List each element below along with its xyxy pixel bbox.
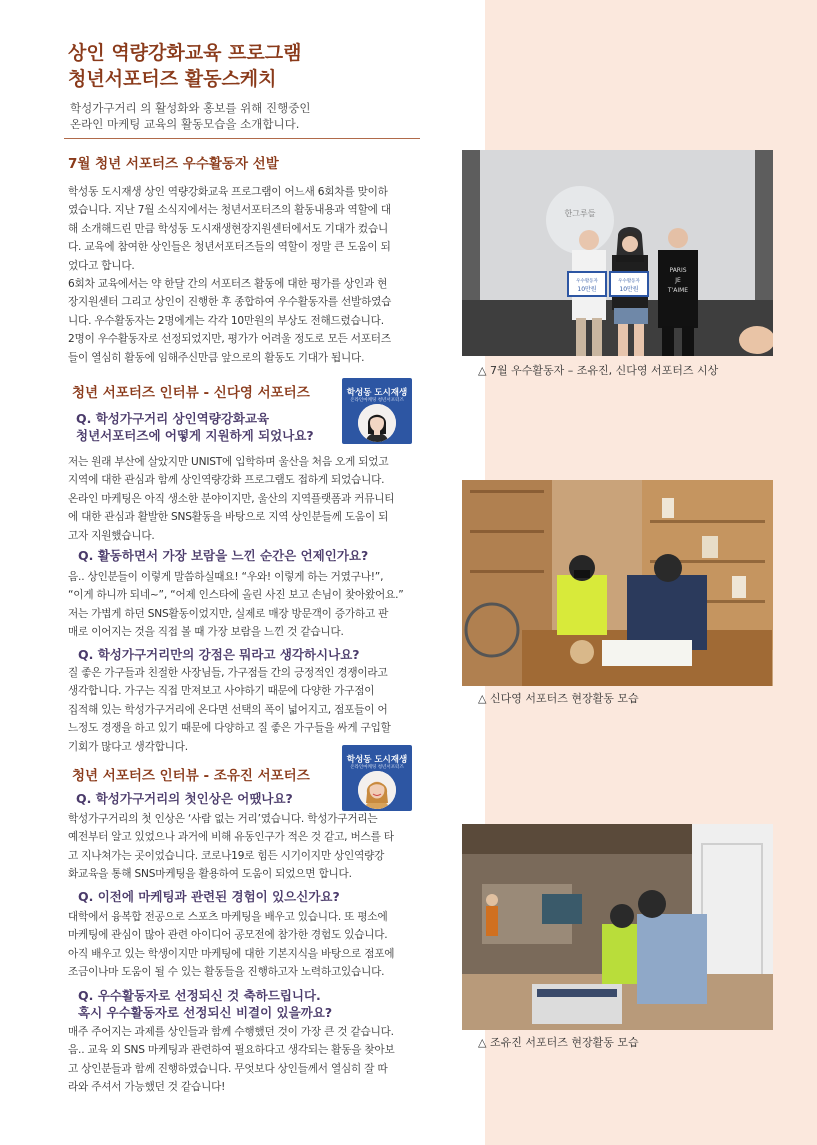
badge-subtitle: 온라인마케팅 청년서포터즈 xyxy=(350,398,404,403)
answer-line: 조금이나마 도움이 될 수 있는 활동들을 진행하고자 노력하고있습니다. xyxy=(68,966,385,979)
section1-body xyxy=(68,183,438,367)
shirt-text-1: PARIS xyxy=(669,267,687,274)
shin-answer-3 xyxy=(68,664,438,756)
cho-answer-1 xyxy=(68,810,438,884)
answer-line: 대학에서 융복합 전공으로 스포츠 마케팅을 배우고 있습니다. 또 평소에 xyxy=(68,911,388,923)
answer-line: “이게 하니까 되네~”, “어제 인스타에 올린 사진 보고 손님이 찾아왔어요.” xyxy=(68,589,404,602)
answer-line: 음.. 상인분들이 이렇게 말씀하실때요! “우와! 이렇게 하는 거였구나!”, xyxy=(68,571,384,583)
section1-line: 니다. 우수활동자는 2명에게는 각각 10만원의 부상도 전해드렸습니다. xyxy=(68,314,384,327)
shin-question-1 xyxy=(76,410,314,444)
section1-line: 6회차 교육에서는 약 한달 간의 서포터즈 활동에 대한 평가를 상인과 현 xyxy=(68,278,388,291)
shin-question-2: Q. 활동하면서 가장 보람을 느낀 순간은 언제인가요? xyxy=(78,548,369,563)
answer-line: 화교육을 통해 SNS마케팅을 활용하여 도움이 되었으면 합니다. xyxy=(68,868,352,881)
page-title xyxy=(68,40,468,92)
screen-text: 한그루들 xyxy=(564,209,596,218)
section1-line: 들이 열심히 활동에 임해주신만큼 앞으로의 활동도 기대가 됩니다. xyxy=(68,351,365,364)
answer-line: 예전부터 알고 있었으나 과거에 비해 유동인구가 적은 것 같고, 버스를 타 xyxy=(68,831,394,844)
answer-line: 저는 원래 부산에 살았지만 UNIST에 입학하며 울산을 처음 오게 되었고 xyxy=(68,456,389,468)
photo-cho-field-activity xyxy=(462,824,773,1030)
section1-line: 2명이 우수활동자로 선정되었지만, 평가가 어려울 정도로 모든 서포터즈 xyxy=(68,333,391,346)
title-line-1: 상인 역량강화교육 프로그램 xyxy=(68,42,302,64)
cho-question-2: Q. 이전에 마케팅과 관련된 경험이 있으신가요? xyxy=(78,889,340,904)
photo3-caption: △ 조유진 서포터즈 현장활동 모습 xyxy=(478,1036,639,1049)
supporter-portrait-shin xyxy=(358,404,396,442)
badge-title: 학성동 도시재생 xyxy=(346,388,408,398)
question-line: Q. 우수활동자로 선정되신 것 축하드립니다. xyxy=(78,988,321,1003)
award-ceremony-illustration xyxy=(462,150,773,356)
cho-question-3 xyxy=(78,987,332,1021)
answer-line: 마케팅에 관심이 많아 관련 아이디어 공모전에 참가한 경험도 있습니다. xyxy=(68,929,388,942)
question-line: 청년서포터즈에 어떻게 지원하게 되었나요? xyxy=(76,428,314,443)
answer-line: 집적해 있는 학성가구거리에 온다면 선택의 폭이 넓어지고, 점포들이 어 xyxy=(68,703,388,716)
badge-subtitle: 온라인마케팅 청년서포터즈 xyxy=(350,765,404,770)
portrait-illustration xyxy=(358,404,396,442)
question-line: 혹시 우수활동자로 선정되신 비결이 있을까요? xyxy=(78,1005,333,1020)
cho-answer-3 xyxy=(68,1023,438,1097)
shirt-text-3: T'AIME xyxy=(667,287,689,294)
award-sign-2-line1: 우수활동자 xyxy=(618,279,640,284)
section3-title: 청년 서포터즈 인터뷰 - 조유진 서포터즈 xyxy=(72,768,310,784)
shin-answer-2 xyxy=(68,568,438,642)
answer-line: 매주 주어지는 과제를 상인들과 함께 수행했던 것이 가장 큰 것 같습니다. xyxy=(68,1026,394,1038)
answer-line: 온라인 마케팅은 아직 생소한 분야이지만, 울산의 지역플랫폼과 커뮤니티 xyxy=(68,492,395,505)
supporter-portrait-cho xyxy=(358,771,396,809)
intro-line-2: 온라인 마케팅 교육의 활동모습을 소개합니다. xyxy=(70,117,300,131)
cho-answer-2 xyxy=(68,908,438,982)
cho-question-1: Q. 학성가구거리의 첫인상은 어땠나요? xyxy=(76,791,293,806)
answer-line: 학성가구거리의 첫 인상은 ‘사람 없는 거리’였습니다. 학성가구거리는 xyxy=(68,813,378,825)
field-activity-illustration xyxy=(462,824,773,1030)
photo-shin-field-activity xyxy=(462,480,773,686)
header-divider xyxy=(64,138,420,139)
section1-line: 학성동 도시재생 상인 역량강화교육 프로그램이 어느새 6회차를 맞이하 xyxy=(68,186,388,198)
section1-line: 였습니다. 지난 7월 소식지에서는 청년서포터즈의 활동내용과 역할에 대 xyxy=(68,204,391,217)
answer-line: 저는 가볍게 하던 SNS활동이었지만, 실제로 매장 방문객이 증가하고 판 xyxy=(68,607,389,620)
answer-line: 고 지나쳐가는 곳이었습니다. 코로나19로 힘든 시기이지만 상인역량강 xyxy=(68,849,385,862)
answer-line: 기회가 많다고 생각합니다. xyxy=(68,740,188,753)
answer-line: 질 좋은 가구들과 친절한 사장님들, 가구점들 간의 긍정적인 경쟁이라고 xyxy=(68,667,388,679)
intro-text xyxy=(70,100,430,132)
portrait-illustration xyxy=(358,771,396,809)
award-sign-1-line2: 10만원 xyxy=(577,286,597,293)
photo2-caption: △ 신다영 서포터즈 현장활동 모습 xyxy=(478,692,639,705)
supporter-badge-cho xyxy=(342,745,412,811)
answer-line: 지역에 대한 관심과 함께 상인역량강화 프로그램도 접하게 되었습니다. xyxy=(68,474,385,487)
answer-line: 느정도 경쟁을 하고 있기 때문에 다양하고 질 좋은 가구들을 싸게 구입할 xyxy=(68,722,391,735)
answer-line: 고자 지원했습니다. xyxy=(68,529,155,542)
question-line: Q. 학성가구거리 상인역량강화교육 xyxy=(76,411,270,426)
section2-title: 청년 서포터즈 인터뷰 - 신다영 서포터즈 xyxy=(72,385,310,401)
answer-line: 음.. 교육 외 SNS 마케팅과 관련하여 필요하다고 생각되는 활동을 찾아보 xyxy=(68,1044,395,1057)
section1-title: 7월 청년 서포터즈 우수활동자 선발 xyxy=(68,156,279,172)
shin-question-3: Q. 학성가구거리만의 강점은 뭐라고 생각하시나요? xyxy=(78,647,360,662)
award-sign-2-line2: 10만원 xyxy=(619,286,639,293)
photo1-caption: △ 7월 우수활동자 – 조유진, 신다영 서포터즈 시상 xyxy=(478,364,719,377)
title-line-2: 청년서포터즈 활동스케치 xyxy=(68,68,277,90)
answer-line: 생각합니다. 가구는 직접 만져보고 사야하기 때문에 다양한 가구점이 xyxy=(68,685,375,698)
answer-line: 고 상인분들과 함께 진행하였습니다. 무엇보다 상인들께서 열심히 잘 따 xyxy=(68,1062,388,1075)
answer-line: 매로 이어지는 것을 직접 볼 때 가장 보람을 느낀 것 같습니다. xyxy=(68,626,344,639)
answer-line: 아직 배우고 있는 학생이지만 마케팅에 대한 기본지식을 바탕으로 점포에 xyxy=(68,947,395,960)
section1-line: 장지원센터 그리고 상인이 진행한 후 종합하여 우수활동자를 선발하였습 xyxy=(68,296,392,309)
section1-line: 다. 교육에 참여한 상인들은 청년서포터즈들의 역할이 정말 큰 도움이 되 xyxy=(68,241,391,254)
answer-line: 라와 주셔서 가능했던 것 같습니다! xyxy=(68,1081,226,1094)
shirt-text-2: JE xyxy=(675,277,681,284)
section1-line: 었다고 합니다. xyxy=(68,259,135,272)
answer-line: 에 대한 관심과 활발한 SNS활동을 바탕으로 지역 상인분들께 도움이 되 xyxy=(68,511,389,524)
photo-award-ceremony xyxy=(462,150,773,356)
award-sign-1-line1: 우수활동자 xyxy=(576,279,598,284)
badge-title: 학성동 도시재생 xyxy=(346,755,408,765)
shin-answer-1 xyxy=(68,453,438,545)
intro-line-1: 학성가구거리 의 활성화와 홍보를 위해 진행중인 xyxy=(70,101,311,115)
section1-line: 해 소개해드린 만큼 학성동 도시재생현장지원센터에서도 기대가 컸습니 xyxy=(68,222,389,235)
supporter-badge-shin xyxy=(342,378,412,444)
field-activity-illustration xyxy=(462,480,773,686)
